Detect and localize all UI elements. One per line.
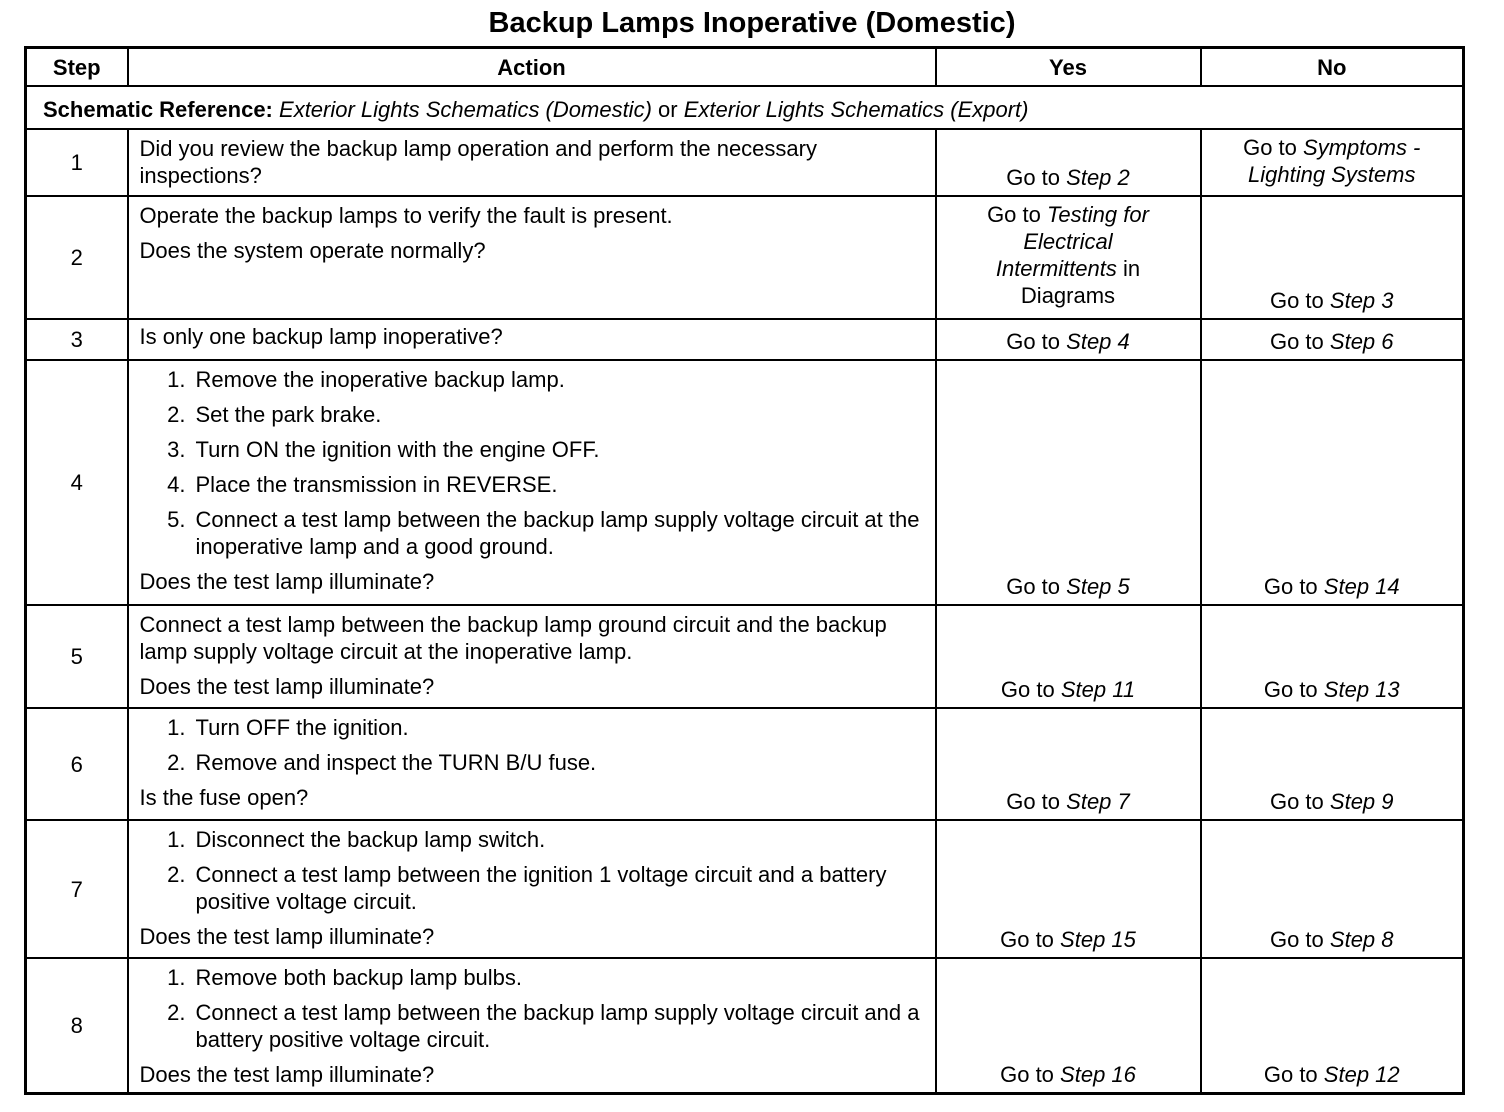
go-to-label: Go to xyxy=(1263,677,1318,702)
go-to-label: Go to xyxy=(1269,329,1324,354)
table-row xyxy=(26,129,1464,196)
action-cell xyxy=(128,360,936,605)
action-cell xyxy=(128,319,936,360)
in-label: in xyxy=(1123,256,1141,281)
action-cell xyxy=(128,958,936,1093)
no-target-link[interactable]: Step 3 xyxy=(1329,288,1394,313)
action-text: Operate the backup lamps to verify the fault is present. xyxy=(139,203,673,228)
no-target-link[interactable]: Step 14 xyxy=(1323,574,1400,599)
list-item: 2. Remove and inspect the TURN B/U fuse. xyxy=(167,750,597,775)
list-item: 1. Remove both backup lamp bulbs. xyxy=(167,965,523,990)
action-question: Does the test lamp illuminate? xyxy=(139,674,435,699)
no-target-link[interactable]: Step 6 xyxy=(1329,329,1394,354)
table-row xyxy=(26,319,1464,360)
step-number: 5 xyxy=(26,605,128,708)
yes-cell xyxy=(936,958,1201,1093)
reference-label: Schematic Reference: xyxy=(43,96,273,122)
no-target-link[interactable]: Symptoms - xyxy=(1303,135,1421,160)
action-question: Does the test lamp illuminate? xyxy=(139,924,435,949)
go-to-label: Go to xyxy=(1006,329,1061,354)
yes-target-link[interactable]: Step 7 xyxy=(1066,789,1130,814)
go-to-label: Go to xyxy=(987,202,1041,227)
list-item: 4. Place the transmission in REVERSE. xyxy=(167,472,558,497)
no-target-link-cont[interactable]: Lighting Systems xyxy=(1247,162,1416,187)
action-question: Is only one backup lamp inoperative? xyxy=(139,324,503,349)
yes-cell xyxy=(936,708,1201,820)
yes-suffix: Diagrams xyxy=(1020,283,1116,308)
reference-row xyxy=(26,86,1464,129)
yes-target-link[interactable]: Step 15 xyxy=(1060,927,1136,952)
header-no: No xyxy=(1201,48,1464,87)
no-cell xyxy=(1201,605,1464,708)
no-cell xyxy=(1201,708,1464,820)
action-cell xyxy=(128,129,936,196)
go-to-label: Go to xyxy=(1243,135,1297,160)
no-target-link[interactable]: Step 9 xyxy=(1329,789,1394,814)
yes-target-link[interactable]: Step 2 xyxy=(1066,165,1130,190)
step-number: 3 xyxy=(26,319,128,360)
action-question: Does the test lamp illuminate? xyxy=(139,569,435,594)
no-target-link[interactable]: Step 8 xyxy=(1329,927,1394,952)
go-to-label: Go to xyxy=(1269,927,1324,952)
list-item: 3. Turn ON the ignition with the engine OFF. xyxy=(167,437,600,462)
no-target-link[interactable]: Step 12 xyxy=(1323,1061,1400,1087)
no-cell xyxy=(1201,196,1464,319)
table-row xyxy=(26,605,1464,708)
no-target-link[interactable]: Step 13 xyxy=(1323,677,1400,702)
yes-target-link[interactable]: Step 11 xyxy=(1060,677,1136,702)
reference-or: or xyxy=(658,96,678,122)
yes-cell xyxy=(936,820,1201,958)
yes-target-link-cont[interactable]: Electrical xyxy=(1023,229,1113,254)
go-to-label: Go to xyxy=(1000,1061,1054,1087)
list-item: 1. Disconnect the backup lamp switch. xyxy=(167,827,546,852)
schematic-reference xyxy=(26,86,1464,129)
action-question: Is the fuse open? xyxy=(139,785,309,810)
header-row xyxy=(26,48,1464,87)
list-item: 2. Set the park brake. xyxy=(167,402,382,427)
step-number: 1 xyxy=(26,129,128,196)
action-question: Does the system operate normally? xyxy=(139,238,486,263)
go-to-label: Go to xyxy=(1269,288,1324,313)
list-item: 1. Turn OFF the ignition. xyxy=(167,715,409,740)
action-text: Did you review the backup lamp operation and perform the necessary inspections? xyxy=(139,136,817,188)
step-number: 2 xyxy=(26,196,128,319)
yes-target-link[interactable]: Step 4 xyxy=(1066,329,1130,354)
table-row xyxy=(26,360,1464,605)
list-item: 2. Connect a test lamp between the ignition 1 voltage circuit and a battery positive voltage circuit. xyxy=(167,862,887,914)
list-item: 5. Connect a test lamp between the backup lamp supply voltage circuit at the inoperative lamp and a good ground. xyxy=(167,507,920,559)
list-item: 2. Connect a test lamp between the backup lamp supply voltage circuit and a battery positive voltage circuit. xyxy=(167,1000,920,1052)
action-cell xyxy=(128,196,936,319)
go-to-label: Go to xyxy=(1263,574,1318,599)
action-question: Does the test lamp illuminate? xyxy=(139,1062,435,1087)
page-title: Backup Lamps Inoperative (Domestic) xyxy=(488,7,1016,39)
yes-cell xyxy=(936,605,1201,708)
go-to-label: Go to xyxy=(1006,574,1061,599)
yes-cell xyxy=(936,319,1201,360)
yes-cell xyxy=(936,196,1201,319)
go-to-label: Go to xyxy=(1000,677,1055,702)
yes-cell xyxy=(936,360,1201,605)
step-number: 6 xyxy=(26,708,128,820)
table-row xyxy=(26,820,1464,958)
yes-target-link[interactable]: Step 16 xyxy=(1060,1061,1136,1087)
go-to-label: Go to xyxy=(1006,165,1061,190)
header-yes: Yes xyxy=(936,48,1201,87)
header-step: Step xyxy=(26,48,128,87)
reference-link-domestic[interactable]: Exterior Lights Schematics (Domestic) xyxy=(279,96,652,122)
action-cell xyxy=(128,820,936,958)
yes-cell xyxy=(936,129,1201,196)
table-row xyxy=(26,708,1464,820)
table-row xyxy=(26,958,1464,1093)
action-cell xyxy=(128,605,936,708)
no-cell xyxy=(1201,820,1464,958)
step-number: 4 xyxy=(26,360,128,605)
go-to-label: Go to xyxy=(1000,927,1054,952)
table-row xyxy=(26,196,1464,319)
step-number: 7 xyxy=(26,820,128,958)
yes-target-link-cont[interactable]: Intermittents xyxy=(995,256,1117,281)
diagnostic-table xyxy=(24,46,1465,1095)
go-to-label: Go to xyxy=(1263,1061,1318,1087)
no-cell xyxy=(1201,129,1464,196)
reference-link-export[interactable]: Exterior Lights Schematics (Export) xyxy=(683,96,1029,122)
list-item: 1. Remove the inoperative backup lamp. xyxy=(167,367,565,392)
action-cell xyxy=(128,708,936,820)
no-cell xyxy=(1201,360,1464,605)
go-to-label: Go to xyxy=(1006,789,1061,814)
go-to-label: Go to xyxy=(1269,789,1324,814)
step-number: 8 xyxy=(26,958,128,1093)
header-action: Action xyxy=(128,48,936,87)
yes-target-link[interactable]: Testing for xyxy=(1047,202,1149,227)
action-text: Connect a test lamp between the backup lamp ground circuit and the backup lamp supply voltage circuit at the inoperative lamp. xyxy=(139,612,887,664)
yes-target-link[interactable]: Step 5 xyxy=(1066,574,1130,599)
no-cell xyxy=(1201,958,1464,1093)
no-cell xyxy=(1201,319,1464,360)
